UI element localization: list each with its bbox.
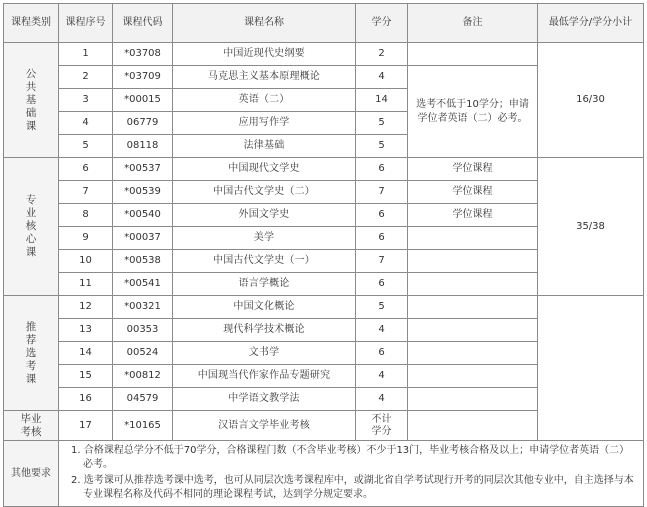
header-min-credit: 最低学分/学分小计 xyxy=(538,4,644,43)
row-note xyxy=(408,296,538,319)
row-credit: 4 xyxy=(356,388,408,411)
row-credit: 5 xyxy=(356,135,408,158)
row-seq: 4 xyxy=(59,112,113,135)
row-seq: 16 xyxy=(59,388,113,411)
row-code: *00537 xyxy=(113,158,173,181)
row-seq: 12 xyxy=(59,296,113,319)
thesis-code: *10165 xyxy=(113,411,173,441)
row-name: 中国古代文学史（一） xyxy=(173,250,356,273)
row-name: 中国现当代作家作品专题研究 xyxy=(173,365,356,388)
row-credit: 14 xyxy=(356,89,408,112)
other-requirements-label: 其他要求 xyxy=(4,441,59,507)
row-credit: 6 xyxy=(356,204,408,227)
row-credit: 7 xyxy=(356,250,408,273)
other-requirements-row xyxy=(4,441,644,507)
thesis-name: 汉语言文学毕业考核 xyxy=(173,411,356,441)
table-row xyxy=(4,296,644,319)
row-seq: 5 xyxy=(59,135,113,158)
row-code: *03708 xyxy=(113,43,173,66)
row-note: 学位课程 xyxy=(408,158,538,181)
category-thesis: 毕业考核 xyxy=(4,411,59,441)
header-credit: 学分 xyxy=(356,4,408,43)
row-credit: 4 xyxy=(356,365,408,388)
row-credit: 6 xyxy=(356,227,408,250)
row-seq: 14 xyxy=(59,342,113,365)
row-note: 学位课程 xyxy=(408,204,538,227)
row-seq: 1 xyxy=(59,43,113,66)
row-note xyxy=(408,227,538,250)
row-name: 英语（二） xyxy=(173,89,356,112)
row-code: *00321 xyxy=(113,296,173,319)
thesis-seq: 17 xyxy=(59,411,113,441)
thesis-note xyxy=(408,411,538,441)
category-elective: 推荐选考课 xyxy=(4,296,59,411)
subtotal-core: 35/38 xyxy=(538,158,644,296)
row-code: 06779 xyxy=(113,112,173,135)
table-row xyxy=(4,158,644,181)
note-english: 选考不低于10学分；申请学位者英语（二）必考。 xyxy=(408,66,538,158)
row-seq: 10 xyxy=(59,250,113,273)
row-seq: 9 xyxy=(59,227,113,250)
row-name: 中国文化概论 xyxy=(173,296,356,319)
row-code: 00353 xyxy=(113,319,173,342)
curriculum-table xyxy=(3,3,644,507)
row-code: *00538 xyxy=(113,250,173,273)
row-note: 学位课程 xyxy=(408,181,538,204)
row-note xyxy=(408,319,538,342)
row-note xyxy=(408,43,538,66)
subtotal-elective xyxy=(538,296,644,441)
row-name: 中国古代文学史（二） xyxy=(173,181,356,204)
row-code: *00812 xyxy=(113,365,173,388)
row-credit: 6 xyxy=(356,342,408,365)
row-seq: 8 xyxy=(59,204,113,227)
category-core: 专业核心课 xyxy=(4,158,59,296)
row-name: 中国近现代史纲要 xyxy=(173,43,356,66)
row-name: 现代科学技术概论 xyxy=(173,319,356,342)
row-credit: 4 xyxy=(356,319,408,342)
row-code: 08118 xyxy=(113,135,173,158)
table-row xyxy=(4,43,644,66)
row-code: *00540 xyxy=(113,204,173,227)
row-seq: 6 xyxy=(59,158,113,181)
row-seq: 2 xyxy=(59,66,113,89)
row-name: 外国文学史 xyxy=(173,204,356,227)
subtotal-public: 16/30 xyxy=(538,43,644,158)
row-name: 美学 xyxy=(173,227,356,250)
row-credit: 6 xyxy=(356,158,408,181)
row-code: *03709 xyxy=(113,66,173,89)
row-code: *00037 xyxy=(113,227,173,250)
row-credit: 6 xyxy=(356,273,408,296)
requirement-item: 2. 选考课可从推荐选考课中选考，也可从同层次选考课程库中，或湖北省自学考试现行开考的同层次其他专业中，自主选择与本专业课程名称及代码不相同的理论课程考试，达到学分规定要求。 xyxy=(71,474,634,500)
row-code: *00015 xyxy=(113,89,173,112)
row-code: *00541 xyxy=(113,273,173,296)
row-code: *00539 xyxy=(113,181,173,204)
row-note xyxy=(408,342,538,365)
row-name: 马克思主义基本原理概论 xyxy=(173,66,356,89)
row-name: 法律基础 xyxy=(173,135,356,158)
row-note xyxy=(408,273,538,296)
row-credit: 5 xyxy=(356,296,408,319)
category-public: 公共基础课 xyxy=(4,43,59,158)
other-requirements-text xyxy=(59,441,644,507)
row-seq: 11 xyxy=(59,273,113,296)
row-seq: 13 xyxy=(59,319,113,342)
header-code: 课程代码 xyxy=(113,4,173,43)
row-credit: 7 xyxy=(356,181,408,204)
row-seq: 3 xyxy=(59,89,113,112)
row-credit: 2 xyxy=(356,43,408,66)
row-code: 04579 xyxy=(113,388,173,411)
header-note: 备注 xyxy=(408,4,538,43)
row-name: 文书学 xyxy=(173,342,356,365)
header-seq: 课程序号 xyxy=(59,4,113,43)
header-category: 课程类别 xyxy=(4,4,59,43)
row-note xyxy=(408,250,538,273)
row-note xyxy=(408,388,538,411)
row-credit: 4 xyxy=(356,66,408,89)
row-name: 中国现代文学史 xyxy=(173,158,356,181)
row-name: 中学语文教学法 xyxy=(173,388,356,411)
header-row xyxy=(4,4,644,43)
row-name: 语言学概论 xyxy=(173,273,356,296)
requirement-item: 1. 合格课程总学分不低于70学分，合格课程门数（不含毕业考核）不少于13门，毕业考核合格及以上；申请学位者英语（二）必考。 xyxy=(71,444,630,470)
header-name: 课程名称 xyxy=(173,4,356,43)
row-seq: 15 xyxy=(59,365,113,388)
thesis-credit: 不计学分 xyxy=(356,411,408,441)
row-seq: 7 xyxy=(59,181,113,204)
row-credit: 5 xyxy=(356,112,408,135)
row-code: 00524 xyxy=(113,342,173,365)
row-name: 应用写作学 xyxy=(173,112,356,135)
row-note xyxy=(408,365,538,388)
